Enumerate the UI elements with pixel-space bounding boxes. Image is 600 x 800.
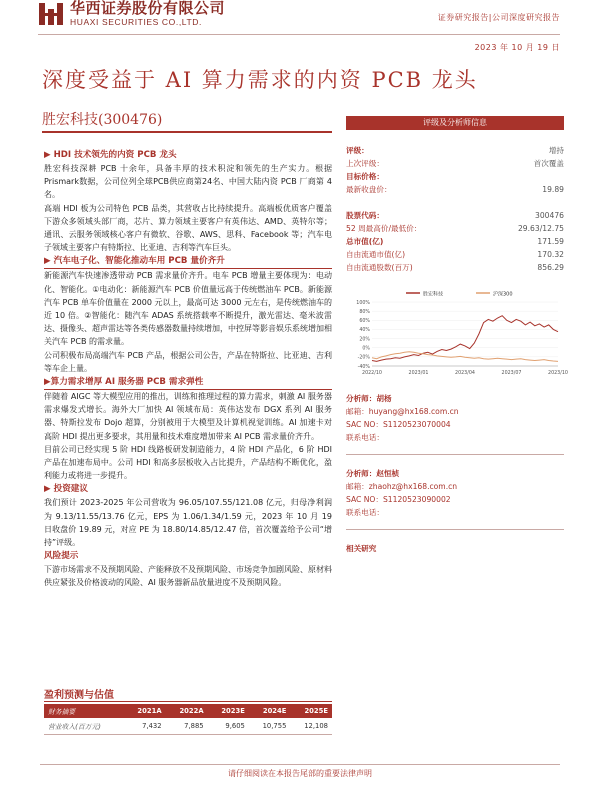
rating-row <box>346 222 564 235</box>
footer-divider <box>40 764 560 765</box>
y-tick-label: 40% <box>359 328 370 334</box>
rating-label: 上次评级： <box>346 159 384 168</box>
table-cell: 7,432 <box>124 718 166 734</box>
forecast-table-underline <box>44 701 332 702</box>
rating-label: 52 周最高价/最低价： <box>346 224 422 233</box>
x-tick-label: 2023/10 <box>548 371 568 376</box>
section-title-ai: ▶算力需求增厚 AI 服务器 PCB 需求弹性 <box>44 375 332 390</box>
series-line <box>372 352 558 362</box>
logo-english-text: HUAXI SECURITIES CO.,LTD. <box>70 17 202 28</box>
analyst-2-sac: SAC NO：S1120523090002 <box>346 495 451 504</box>
header-divider <box>38 34 560 35</box>
x-tick-label: 2023/07 <box>501 371 522 376</box>
section-title-risk: 风险提示 <box>44 551 79 562</box>
section-title-auto: ▶ 汽车电子化、智能化推动车用 PCB 量价齐升 <box>44 254 332 269</box>
company-underline <box>42 131 332 133</box>
y-tick-label: 100% <box>356 300 370 306</box>
analyst-info <box>346 392 564 555</box>
rating-value: 19.89 <box>542 185 564 194</box>
table-cell: 7,885 <box>166 718 208 734</box>
paragraph: 高端 HDI 板为公司特色 PCB 品类，其营收占比持续提升。高端板优质客户覆盖下游众多领域头部厂商，芯片、算力领域主要客户有英伟达、AMD、英特尔等；通讯、云服务领域核心客户有微软、谷歌、AWS、思科、Facebook 等；汽车电子领域主要客户有特斯拉、比亚迪、吉利等汽车巨头。 <box>44 203 332 253</box>
table-header: 2021A <box>124 704 166 718</box>
paragraph: 胜宏科技深耕 PCB 十余年，具备丰厚的技术积淀和领先的生产实力。根据Prismark数据，公司位列全球PCB供应商第24名、中国大陆内资 PCB 厂商第 4 名。 <box>44 164 332 200</box>
analyst-2-email: 邮箱：zhaohz@hx168.com.cn <box>346 482 458 491</box>
rating-label: 自由流通市值(亿) <box>346 250 406 259</box>
rating-label: 目标价格： <box>346 172 384 181</box>
x-tick-label: 2023/01 <box>408 371 429 376</box>
table-row <box>44 718 332 734</box>
related-research-label: 相关研究 <box>346 544 377 553</box>
y-tick-label: -20% <box>357 355 370 361</box>
analyst-2-phone: 联系电话： <box>346 508 384 517</box>
rating-label: 评级： <box>346 146 369 155</box>
stock-performance-chart <box>346 288 568 378</box>
rating-value: 29.63/12.75 <box>517 224 564 233</box>
table-cell: 10,755 <box>249 718 291 734</box>
paragraph: 公司积极布局高端汽车 PCB 产品，根据公司公告，产品在特斯拉、比亚迪、吉利等车企上量。 <box>44 350 332 373</box>
legend-label: 胜宏科技 <box>423 291 444 298</box>
rating-value: 增持 <box>548 146 564 155</box>
rating-label: 总市值(亿) <box>346 237 384 246</box>
paragraph: 下游市场需求不及预期风险、产能释放不及预期风险、市场竞争加剧风险、原材料供应紧张及价格波动的风险、AI 服务器新品放量进度不及预期风险。 <box>44 565 332 588</box>
analyst-1-sac: SAC NO：S1120523070004 <box>346 420 451 429</box>
rating-value: 300476 <box>535 211 564 220</box>
paragraph: 新能源汽车快速渗透带动 PCB 需求量价齐升。电车 PCB 增量主要体现为：电动化、智能化。①电动化：新能源汽车 PCB 价值量远高于传统燃油车 PCB。新能源汽车 PCB 单车价值量在 2000 元以上，最高可达 3000 元左右，是传统燃油车的近 10 倍。②智能化：随汽车 ADAS 系统搭载率不断提升，激光雷达、毫米波雷达、摄像头、超声雷达等各类传感器数量持续增加，中控屏等影音娱乐系统增加相关汽车 PCB 的需求量。 <box>44 271 332 347</box>
x-tick-label: 2023/04 <box>455 371 475 376</box>
rating-label: 自由流通股数(百万) <box>346 263 413 272</box>
table-header: 财务摘要 <box>44 704 124 718</box>
table-cell: 12,108 <box>290 718 332 734</box>
report-type-tag: 证券研究报告|公司深度研究报告 <box>437 13 560 22</box>
rating-row <box>346 209 564 222</box>
y-tick-label: 60% <box>359 319 370 325</box>
rating-label: 股票代码： <box>346 211 384 220</box>
rating-row <box>346 144 564 157</box>
y-tick-label: 0% <box>362 346 370 352</box>
rating-value: 171.59 <box>537 237 564 246</box>
analyst-1-email: 邮箱：huyang@hx168.com.cn <box>346 407 459 416</box>
analyst-divider <box>346 529 564 530</box>
table-header: 2023E <box>208 704 249 718</box>
main-text-column <box>44 148 332 590</box>
rating-spacer <box>346 196 564 209</box>
logo <box>38 0 225 28</box>
y-tick-label: 80% <box>359 309 370 315</box>
forecast-table-title: 盈利预测与估值 <box>44 690 114 701</box>
rating-row <box>346 248 564 261</box>
rating-value: 首次覆盖 <box>533 159 564 168</box>
table-header-row <box>44 704 332 718</box>
legend-label: 沪深300 <box>493 291 513 298</box>
rating-row <box>346 157 564 170</box>
report-title: 深度受益于 AI 算力需求的内资 PCB 龙头 <box>42 68 478 92</box>
company-name: 胜宏科技(300476) <box>42 112 163 128</box>
table-cell: 营业收入(百万元) <box>44 718 124 734</box>
y-tick-label: -40% <box>357 364 370 370</box>
chart-svg <box>346 288 568 378</box>
section-title-investment: ▶ 投资建议 <box>44 484 88 495</box>
analyst-2-name: 分析师：赵恒桢 <box>346 469 400 478</box>
footer-disclaimer: 请仔细阅读在本报告尾部的重要法律声明 <box>228 769 372 778</box>
rating-value: 856.29 <box>537 263 564 272</box>
table-cell: 9,605 <box>208 718 249 734</box>
forecast-table <box>44 704 332 735</box>
logo-chinese-text: 华西证券股份有限公司 <box>70 0 226 18</box>
table-header: 2024E <box>249 704 291 718</box>
table-header: 2022A <box>166 704 208 718</box>
report-date: 2023 年 10 月 19 日 <box>474 43 560 52</box>
analyst-1-phone: 联系电话： <box>346 433 384 442</box>
section-title-hdi: ▶ HDI 技术领先的内资 PCB 龙头 <box>44 150 177 160</box>
rating-label: 最新收盘价： <box>346 185 392 194</box>
paragraph: 目前公司已经实现 5 阶 HDI 线路板研发制造能力，4 阶 HDI 产品化，6 阶 HDI 产品在加速布局中。公司 HDI 和高多层板收入占比提升，产品结构不断优化，盈利能力或将进一步提升。 <box>44 444 332 481</box>
rating-header: 评级及分析师信息 <box>346 116 564 130</box>
rating-row <box>346 235 564 248</box>
x-tick-label: 2022/10 <box>362 371 382 376</box>
analyst-1-name: 分析师：胡杨 <box>346 394 392 403</box>
logo-icon <box>38 1 64 27</box>
paragraph: 伴随着 AIGC 等大模型应用的推出，训练和推理过程的算力需求，刺激 AI 服务器需求爆发式增长。海外大厂加快 AI 领域布局：英伟达发布 DGX 系列 AI 服务器、特斯拉发布 Dojo 超算，分别被用于大模型及计算机视觉训练。AI 加速卡对高阶 HDI 提出更多要求，其用量和技术难度增加带来 AI PCB 需求量价齐升。 <box>44 392 332 441</box>
rating-row <box>346 183 564 196</box>
sidebar-info <box>346 116 568 555</box>
rating-row <box>346 261 564 274</box>
paragraph: 我们预计 2023-2025 年公司营收为 96.05/107.55/121.08 亿元，归母净利润为 9.13/11.55/13.76 亿元，EPS 为 1.06/1.34/1.59 元，2023 年 10 月 19 日收盘价 19.89 元，对应 PE 为 18.80/14.85/12.47 倍，首次覆盖给予公司“增持”评级。 <box>44 498 332 548</box>
y-tick-label: 20% <box>359 337 370 343</box>
analyst-divider <box>346 454 564 455</box>
rating-value: 170.32 <box>537 250 564 259</box>
rating-row <box>346 170 564 183</box>
table-header: 2025E <box>290 704 332 718</box>
